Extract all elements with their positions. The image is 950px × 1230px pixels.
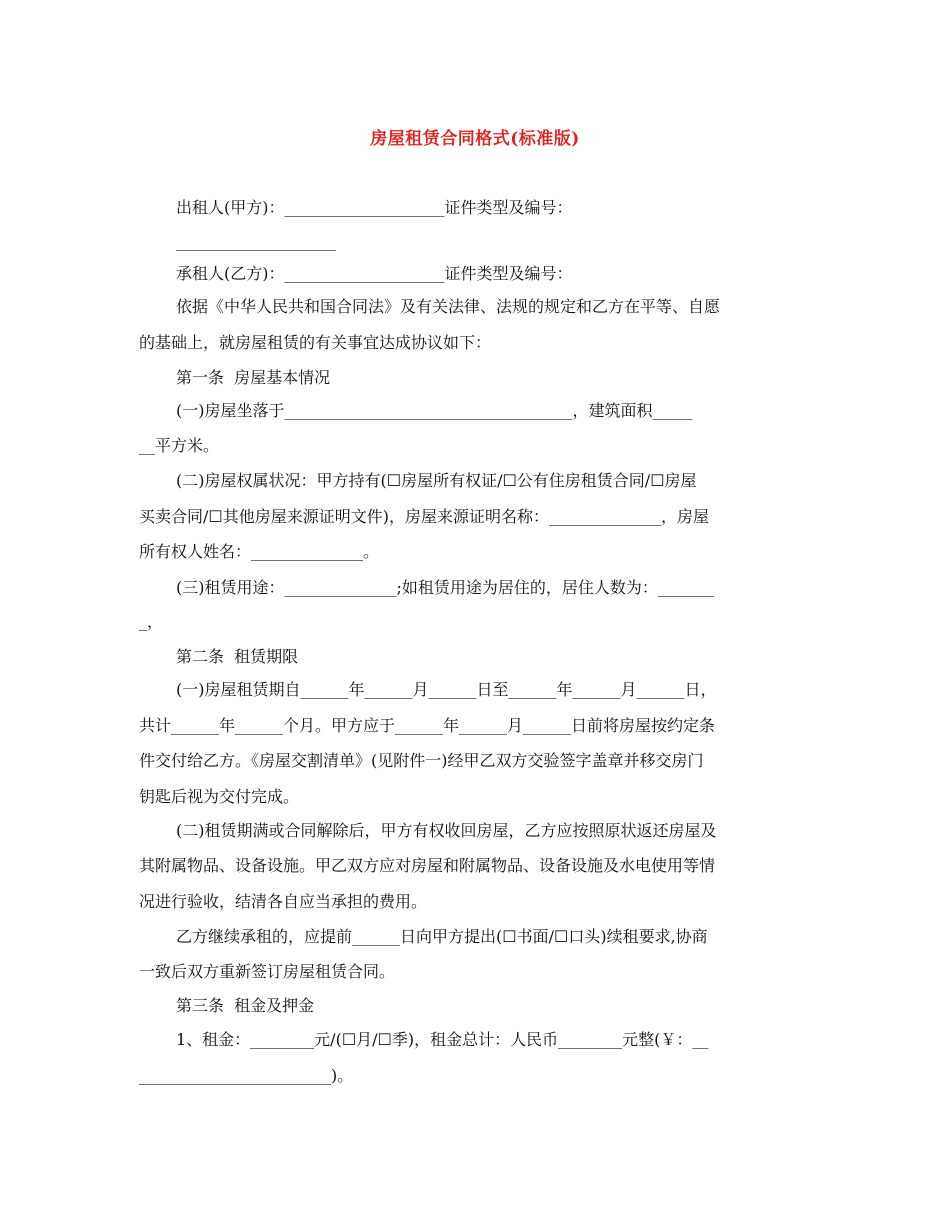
section-heading: 第三条 租金及押金 (176, 996, 315, 1015)
document-title: 房屋租赁合同格式(标准版) (370, 129, 580, 149)
paragraph-line: 一致后双方重新签订房屋租赁合同。 (139, 962, 396, 981)
paragraph-line: (一)房屋坐落于____________________________________，建筑面积_____ (176, 401, 693, 420)
paragraph-line: 钥匙后视为交付完成。 (139, 787, 300, 806)
paragraph-line: 承租人(乙方)：____________________证件类型及编号： (176, 264, 573, 283)
paragraph-line: ________________________)。 (139, 1066, 354, 1085)
paragraph-line: 买卖合同/☐其他房屋来源证明文件)，房屋来源证明名称：______________，房屋 (139, 507, 709, 526)
paragraph-line: __平方米。 (139, 436, 220, 455)
paragraph-line: 况进行验收，结清各自应当承担的费用。 (139, 892, 428, 911)
paragraph-line: 其附属物品、设备设施。甲乙双方应对房屋和附属物品、设备设施及水电使用等情 (139, 856, 716, 875)
paragraph-line: 件交付给乙方。《房屋交割清单》(见附件一)经甲乙双方交验签字盖章并移交房门 (139, 751, 704, 770)
paragraph-line: (二)房屋权属状况：甲方持有(☐房屋所有权证/☐公有住房租赁合同/☐房屋 (176, 471, 697, 490)
paragraph-line: (一)房屋租赁期自______年______月______日至______年______月______日， (176, 680, 717, 699)
paragraph-line: (二)租赁期满或合同解除后，甲方有权收回房屋，乙方应按照原状返还房屋及 (176, 821, 717, 840)
paragraph-line: (三)租赁用途：______________;如租赁用途为居住的，居住人数为：_______ (176, 578, 714, 597)
paragraph-line: 出租人(甲方)：____________________证件类型及编号： (176, 198, 573, 217)
paragraph-line: 1、租金：________元/(☐月/☐季)，租金总计：人民币________元整(￥：__ (176, 1030, 709, 1049)
paragraph-line: 依据《中华人民共和国合同法》及有关法律、法规的规定和乙方在平等、自愿 (176, 297, 721, 316)
paragraph-line: 共计______年______个月。甲方应于______年______月______日前将房屋按约定条 (139, 716, 716, 735)
section-heading: 第二条 租赁期限 (176, 647, 299, 666)
section-heading: 第一条 房屋基本情况 (176, 368, 331, 387)
paragraph-line: 所有权人姓名：______________。 (139, 542, 380, 561)
paragraph-line: 的基础上，就房屋租赁的有关事宜达成协议如下： (139, 333, 492, 352)
paragraph-line: 乙方继续承租的，应提前______日向甲方提出(☐书面/☐口头)续租要求,协商 (176, 927, 708, 946)
paragraph-line: _， (139, 612, 164, 631)
paragraph-line: ____________________ (176, 232, 336, 251)
